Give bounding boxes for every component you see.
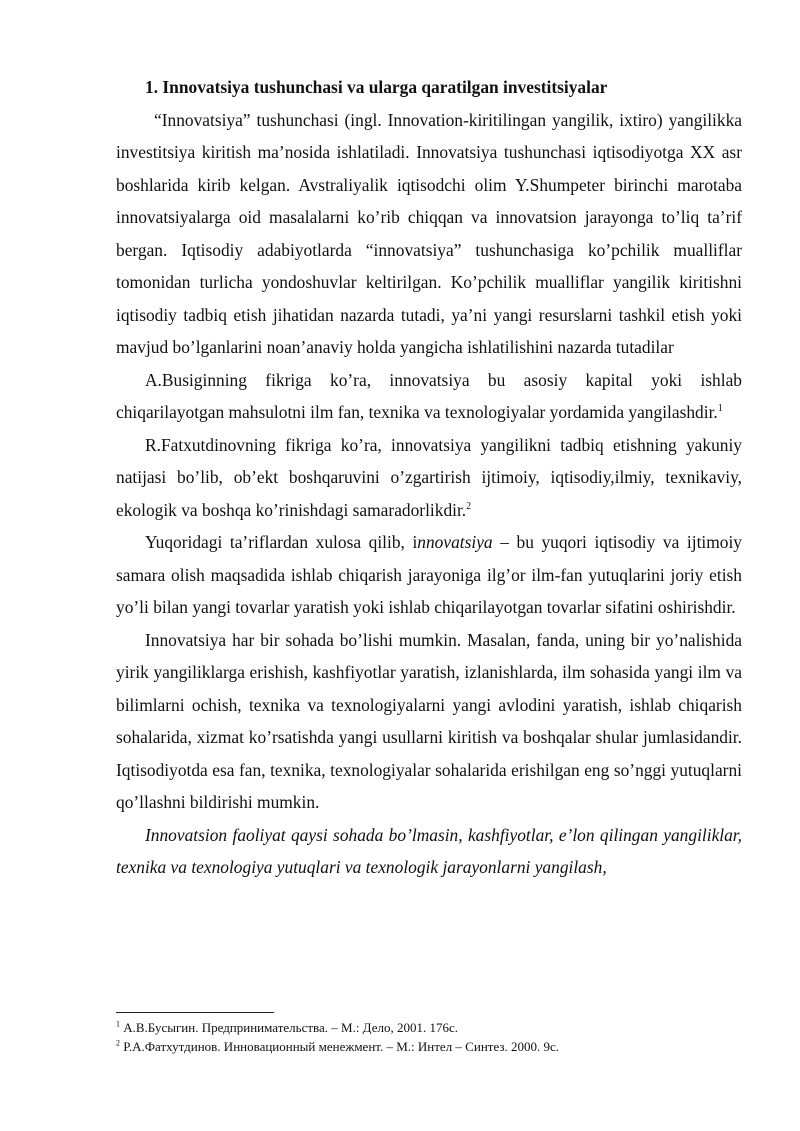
footnote-ref-1: 1 [717,403,723,415]
footnote-1-text: А.В.Бусыгин. Предпринимательства. – М.: Дело, 2001. 176с. [123,1020,458,1035]
footnote-1 [116,1018,742,1037]
footnote-divider [116,1012,274,1013]
paragraph-conclusion [116,526,742,624]
footnote-2-number: 2 [116,1038,120,1048]
footnote-ref-2: 2 [466,500,472,512]
footnote-2 [116,1037,742,1056]
conclusion-term: nnovatsiya [417,532,493,552]
footnote-2-text: Р.А.Фатхутдинов. Инновационный менежмент. – М.: Интел – Синтез. 2000. 9с. [123,1039,560,1054]
conclusion-start: Yuqoridagi ta’riflardan xulosa qilib, i [145,532,418,552]
paragraph-busigin-text: A.Busiginning fikriga ko’ra, innovatsiya bu asosiy kapital yoki ishlab chiqarilayotgan mahsulotni ilm fan, texnika va texnologiyalar yordamida yangilashdir. [116,369,742,422]
footnote-1-number: 1 [116,1019,120,1029]
main-text [116,71,742,884]
paragraph-definition: “Innovatsiya” tushunchasi (ingl. Innovation-kiritilingan yangilik, ixtiro) yangilikka investitsiya kiritish ma’nosida ishlatiladi. Innovatsiya tushunchasi iqtisodiyotga XX asr boshlarida kirib kelgan. Avstraliyalik iqtisodchi olim Y.Shumpeter birinchi marotaba innovatsiyalarga oid masalalarni ko’rib chiqqan va innovatsion jarayonga to’liq ta’rif bergan. Iqtisodiy adabiyotlarda “innovatsiya” tushunchasiga ko’pchilik mualliflar tomonidan turlicha yondoshuvlar keltirilgan. Ko’pchilik mualliflar yangilik kiritishni iqtisodiy tadbiq etish jihatidan nazarda tutadi, ya’ni yangi resurslarni tashkil etish yoki mavjud bo’lganlarini noan’anaviy holda yangicha ishlatilishini nazarda tutadilar [116,109,742,357]
footnotes [116,1018,742,1056]
section-heading: 1. Innovatsiya tushunchasi va ularga qaratilgan investitsiyalar [145,77,608,97]
paragraph-fatxutdinov [116,429,742,527]
paragraph-innovation-activity: Innovatsion faoliyat qaysi sohada bo’lmasin, kashfiyotlar, e’lon qilingan yangiliklar, texnika va texnologiya yutuqlari va texnologik jarayonlarni yangilash, [116,824,742,877]
paragraph-spheres: Innovatsiya har bir sohada bo’lishi mumkin. Masalan, fanda, uning bir yo’nalishida yirik yangiliklarga erishish, kashfiyotlar yaratish, izlanishlarda, ilm sohasida yangi ilm va bilimlarni ochish, texnika va texnologiyalarni yangi avlodini yaratish, ishlab chiqarish sohalarida, xizmat ko’rsatishda yangi usullarni kiritish va boshqalar shular jumlasidandir. Iqtisodiyotda esa fan, texnika, texnologiyalar sohalarida erishilgan eng so’nggi yutuqlarni qo’llashni bildirishi mumkin. [116,629,742,812]
paragraph-busigin [116,364,742,429]
paragraph-fatxutdinov-text: R.Fatxutdinovning fikriga ko’ra, innovatsiya yangilikni tadbiq etishning yakuniy natijasi bo’lib, ob’ekt boshqaruvini o’zgartirish ijtimoiy, iqtisodiy,ilmiy, texnikaviy, ekologik va boshqa ko’rinishdagi samaradorlikdir. [116,434,742,520]
conclusion-rest: – bu yuqori iqtisodiy va ijtimoiy samara olish maqsadida ishlab chiqarish jarayoniga ilg’or ilm-fan yutuqlarini joriy etish yo’li bilan yangi tovarlar yaratish yoki ishlab chiqarilayotgan tovarlar sifatini oshirishdir. [116,532,742,617]
